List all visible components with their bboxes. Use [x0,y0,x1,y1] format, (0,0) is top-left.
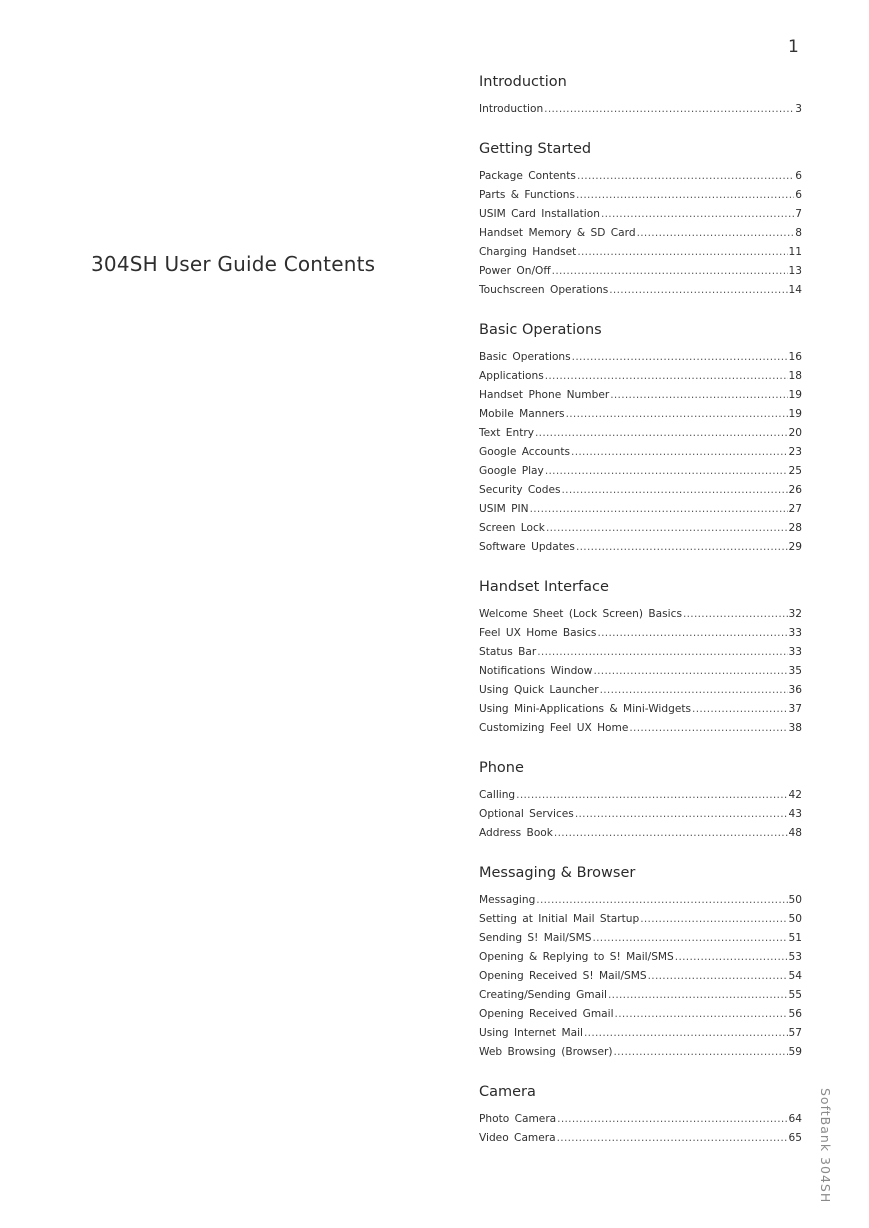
toc-entry[interactable] [479,605,802,624]
dot-leader [640,910,787,929]
toc-entry[interactable] [479,805,802,824]
toc-entry-label: Using Mini-Applications & Mini-Widgets [479,703,692,715]
toc-entry-page: 38 [788,722,802,734]
toc-entry[interactable] [479,1005,802,1024]
toc-entry-page: 29 [788,541,802,553]
dot-leader [648,967,788,986]
toc-entry-label: Applications [479,370,544,382]
dot-leader [577,243,787,262]
toc-entry[interactable] [479,262,802,281]
toc-entry-label: Touchscreen Operations [479,284,609,296]
dot-leader [601,205,794,224]
toc-entry[interactable] [479,967,802,986]
toc-entry-page: 48 [788,827,802,839]
section-heading: Introduction [479,74,567,90]
table-of-contents [479,72,802,1168]
toc-entry-page: 20 [788,427,802,439]
toc-entry-page: 14 [788,284,802,296]
toc-section [479,863,802,1062]
toc-entry-page: 54 [788,970,802,982]
dot-leader [692,700,787,719]
toc-entry[interactable] [479,348,802,367]
toc-entry-page: 42 [788,789,802,801]
toc-entry[interactable] [479,786,802,805]
toc-entry-label: Customizing Feel UX Home [479,722,629,734]
toc-entry-page: 55 [788,989,802,1001]
dot-leader [637,224,795,243]
toc-entry-label: Opening Received S! Mail/SMS [479,970,647,982]
toc-entry-page: 27 [788,503,802,515]
toc-entry-label: Opening Received Gmail [479,1008,614,1020]
toc-entry-page: 50 [788,913,802,925]
toc-entry-page: 59 [788,1046,802,1058]
toc-entry-page: 33 [788,627,802,639]
toc-entry-page: 7 [795,208,802,220]
toc-entry-label: Security Codes [479,484,561,496]
dot-leader [545,367,788,386]
dot-leader [615,1005,788,1024]
toc-entry-label: Introduction [479,103,544,115]
dot-leader [552,262,788,281]
toc-entry-label: Using Quick Launcher [479,684,599,696]
toc-entry[interactable] [479,424,802,443]
toc-entry[interactable] [479,719,802,738]
dot-leader [554,824,788,843]
toc-section [479,577,802,738]
toc-entry-page: 16 [788,351,802,363]
toc-entry-page: 3 [795,103,802,115]
side-label: SoftBank 304SH [818,1088,833,1204]
toc-entry-page: 65 [788,1132,802,1144]
dot-leader [557,1110,787,1129]
section-heading: Basic Operations [479,322,602,338]
toc-entry[interactable] [479,367,802,386]
toc-entry[interactable] [479,519,802,538]
toc-entry-page: 8 [795,227,802,239]
toc-entry-label: Parts & Functions [479,189,576,201]
toc-entry-label: Notifications Window [479,665,593,677]
toc-entry-page: 50 [788,894,802,906]
toc-entry-label: Creating/Sending Gmail [479,989,607,1001]
toc-entry-page: 19 [788,408,802,420]
toc-entry[interactable] [479,643,802,662]
toc-entry-page: 28 [788,522,802,534]
toc-entry-page: 11 [788,246,802,258]
dot-leader [575,805,788,824]
section-heading: Getting Started [479,141,592,157]
toc-entry-label: Mobile Manners [479,408,565,420]
toc-entry-page: 19 [788,389,802,401]
dot-leader [593,662,787,681]
toc-entry[interactable] [479,205,802,224]
toc-entry[interactable] [479,481,802,500]
dot-leader [566,405,788,424]
dot-leader [629,719,787,738]
toc-entry-label: Using Internet Mail [479,1027,583,1039]
dot-leader [535,424,788,443]
toc-section [479,139,802,300]
toc-entry[interactable] [479,891,802,910]
toc-entry-page: 51 [788,932,802,944]
toc-entry-page: 25 [788,465,802,477]
toc-entry-label: Sending S! Mail/SMS [479,932,592,944]
dot-leader [577,167,794,186]
dot-leader [608,986,788,1005]
toc-entry-label: USIM Card Installation [479,208,600,220]
dot-leader [592,929,787,948]
dot-leader [562,481,788,500]
toc-entry-label: Text Entry [479,427,534,439]
toc-entry-label: Handset Memory & SD Card [479,227,636,239]
page-number: 1 [788,37,799,57]
toc-entry-page: 33 [788,646,802,658]
toc-entry-page: 26 [788,484,802,496]
dot-leader [544,100,794,119]
section-heading: Handset Interface [479,579,609,595]
dot-leader [675,948,788,967]
toc-entry-label: Status Bar [479,646,537,658]
toc-entry-label: Video Camera [479,1132,556,1144]
toc-entry[interactable] [479,405,802,424]
toc-entry[interactable] [479,662,802,681]
toc-entry[interactable] [479,281,802,300]
dot-leader [576,538,788,557]
toc-entry[interactable] [479,186,802,205]
toc-entry-page: 56 [788,1008,802,1020]
toc-entry-label: Package Contents [479,170,576,182]
toc-entry-label: Screen Lock [479,522,545,534]
toc-section [479,320,802,557]
toc-entry[interactable] [479,462,802,481]
dot-leader [613,1043,787,1062]
toc-entry[interactable] [479,167,802,186]
toc-entry-page: 36 [788,684,802,696]
toc-entry[interactable] [479,910,802,929]
toc-entry[interactable] [479,948,802,967]
section-heading: Camera [479,1084,536,1100]
toc-section [479,72,802,119]
toc-entry-label: Setting at Initial Mail Startup [479,913,640,925]
toc-entry[interactable] [479,386,802,405]
toc-entry-page: 64 [788,1113,802,1125]
toc-entry[interactable] [479,500,802,519]
dot-leader [537,643,787,662]
dot-leader [576,186,794,205]
toc-entry-page: 18 [788,370,802,382]
toc-entry[interactable] [479,1043,802,1062]
toc-entry[interactable] [479,986,802,1005]
toc-entry-page: 35 [788,665,802,677]
toc-entry-label: Handset Phone Number [479,389,610,401]
dot-leader [610,386,787,405]
toc-entry-label: Photo Camera [479,1113,557,1125]
dot-leader [609,281,787,300]
toc-entry[interactable] [479,224,802,243]
toc-entry-label: Charging Handset [479,246,577,258]
dot-leader [572,348,788,367]
toc-entry[interactable] [479,443,802,462]
toc-entry-page: 6 [795,189,802,201]
toc-entry[interactable] [479,681,802,700]
toc-entry-label: USIM PIN [479,503,529,515]
dot-leader [546,519,788,538]
section-heading: Phone [479,760,524,776]
toc-entry-label: Web Browsing (Browser) [479,1046,613,1058]
toc-entry-page: 32 [788,608,802,620]
toc-entry-label: Address Book [479,827,553,839]
toc-entry[interactable] [479,824,802,843]
section-heading: Messaging & Browser [479,865,636,881]
toc-entry[interactable] [479,1024,802,1043]
toc-entry[interactable] [479,100,802,119]
dot-leader [516,786,787,805]
dot-leader [600,681,788,700]
toc-entry-label: Welcome Sheet (Lock Screen) Basics [479,608,682,620]
toc-section [479,758,802,843]
toc-entry-page: 53 [788,951,802,963]
dot-leader [584,1024,788,1043]
toc-entry-label: Google Accounts [479,446,571,458]
toc-entry-page: 57 [788,1027,802,1039]
toc-entry-page: 23 [788,446,802,458]
toc-entry-label: Messaging [479,894,536,906]
toc-entry-label: Feel UX Home Basics [479,627,597,639]
dot-leader [530,500,788,519]
toc-entry-page: 37 [788,703,802,715]
toc-entry-label: Software Updates [479,541,575,553]
toc-entry[interactable] [479,1110,802,1129]
toc-entry-label: Power On/Off [479,265,551,277]
toc-entry-label: Google Play [479,465,544,477]
dot-leader [545,462,788,481]
toc-entry-label: Basic Operations [479,351,571,363]
page-title: 304SH User Guide Contents [91,252,376,276]
toc-entry[interactable] [479,624,802,643]
dot-leader [683,605,788,624]
toc-entry-page: 43 [788,808,802,820]
toc-section [479,1082,802,1148]
toc-entry-page: 6 [795,170,802,182]
dot-leader [557,1129,788,1148]
toc-entry[interactable] [479,1129,802,1148]
dot-leader [571,443,787,462]
toc-entry-label: Calling [479,789,516,801]
toc-entry[interactable] [479,929,802,948]
toc-entry[interactable] [479,700,802,719]
toc-entry[interactable] [479,538,802,557]
toc-entry-label: Opening & Replying to S! Mail/SMS [479,951,674,963]
toc-entry-page: 13 [788,265,802,277]
dot-leader [536,891,787,910]
toc-entry-label: Optional Services [479,808,574,820]
dot-leader [597,624,787,643]
toc-entry[interactable] [479,243,802,262]
